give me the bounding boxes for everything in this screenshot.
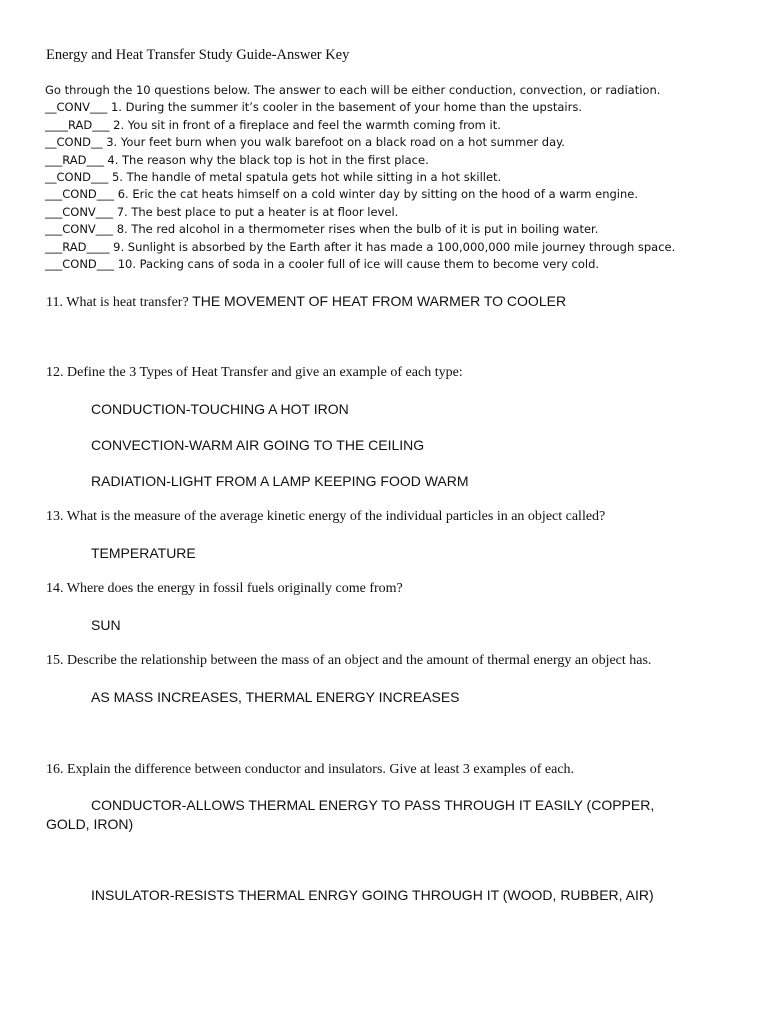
question-12: 12. Define the 3 Types of Heat Transfer and give an example of each type:: [46, 365, 463, 380]
document-title: Energy and Heat Transfer Study Guide-Answer Key: [46, 47, 350, 63]
answer-14: SUN: [91, 617, 121, 633]
matching-item: ___CONV___ 8. The red alcohol in a thermometer rises when the bulb of it is put in boiling water.: [45, 222, 599, 237]
question-16: 16. Explain the difference between conductor and insulators. Give at least 3 examples of each.: [46, 762, 575, 777]
question-14: 14. Where does the energy in fossil fuels originally come from?: [46, 581, 403, 596]
matching-item: ___RAD___ 4. The reason why the black top is hot in the first place.: [45, 152, 429, 167]
matching-section: [45, 82, 675, 273]
answer-16-conductor-line1: CONDUCTOR-ALLOWS THERMAL ENERGY TO PASS THROUGH IT EASILY (COPPER,: [91, 797, 655, 813]
matching-item: __COND__ 3. Your feet burn when you walk barefoot on a black road on a hot summer day.: [45, 135, 565, 150]
matching-item: ___RAD____ 9. Sunlight is absorbed by the Earth after it has made a 100,000,000 mile journey through space.: [45, 239, 676, 254]
answer-12-convection: CONVECTION-WARM AIR GOING TO THE CEILING: [91, 437, 425, 453]
answer-15: AS MASS INCREASES, THERMAL ENERGY INCREASES: [91, 689, 460, 705]
question-11-text: 11. What is heat transfer?: [46, 295, 193, 310]
matching-item: ___COND___ 10. Packing cans of soda in a cooler full of ice will cause them to become very cold.: [45, 257, 600, 272]
question-13: 13. What is the measure of the average kinetic energy of the individual particles in an object called?: [46, 509, 606, 524]
answer-11: THE MOVEMENT OF HEAT FROM WARMER TO COOLER: [192, 293, 567, 309]
answer-16-conductor-line2: GOLD, IRON): [46, 816, 134, 832]
answer-13: TEMPERATURE: [91, 545, 196, 561]
matching-item: __COND___ 5. The handle of metal spatula gets hot while sitting in a hot skillet.: [45, 170, 502, 185]
question-15: 15. Describe the relationship between the mass of an object and the amount of thermal energy an object has.: [46, 653, 652, 668]
question-11: [46, 293, 566, 311]
answer-12-radiation: RADIATION-LIGHT FROM A LAMP KEEPING FOOD WARM: [91, 473, 469, 489]
matching-item: ___CONV___ 7. The best place to put a heater is at floor level.: [45, 204, 399, 219]
answer-12-conduction: CONDUCTION-TOUCHING A HOT IRON: [91, 401, 349, 417]
instructions: Go through the 10 questions below. The answer to each will be either conduction, convection, or radiation.: [45, 83, 661, 97]
matching-item: __CONV___ 1. During the summer it’s cooler in the basement of your home than the upstairs.: [45, 100, 582, 115]
matching-item: ___COND___ 6. Eric the cat heats himself on a cold winter day by sitting on the hood of a warm engine.: [45, 187, 639, 202]
answer-16-insulator: INSULATOR-RESISTS THERMAL ENRGY GOING THROUGH IT (WOOD, RUBBER, AIR): [91, 887, 654, 903]
matching-item: ____RAD___ 2. You sit in front of a fireplace and feel the warmth coming from it.: [45, 117, 501, 132]
